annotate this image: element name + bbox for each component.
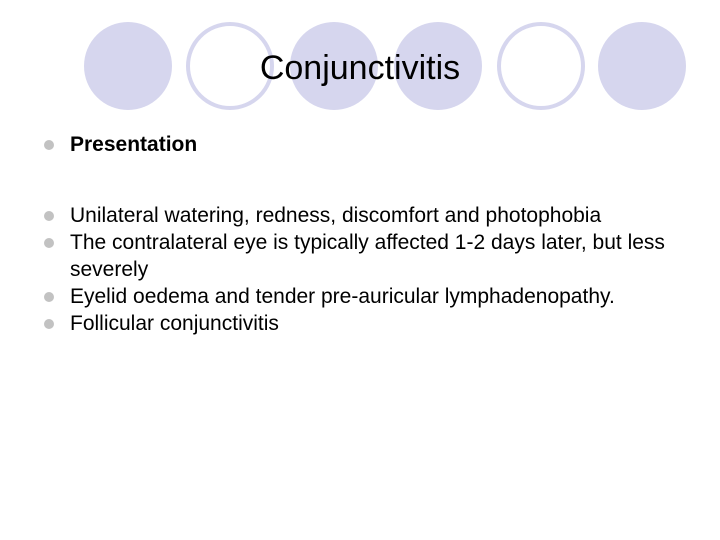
list-item (44, 229, 694, 283)
section-heading (44, 131, 197, 159)
list-item-text: Unilateral watering, redness, discomfort and photophobia (70, 204, 602, 227)
bullet-icon (44, 292, 54, 302)
section-heading-text: Presentation (70, 133, 198, 156)
slide-title: Conjunctivitis (259, 49, 461, 87)
list-item-text: Eyelid oedema and tender pre-auricular lymphadenopathy. (70, 285, 615, 308)
bullet-icon (44, 140, 54, 150)
list-item (44, 283, 694, 310)
list-item-text: The contralateral eye is typically affected 1-2 days later, but less severely (70, 231, 665, 281)
bullet-list (44, 202, 694, 337)
list-item (44, 202, 694, 229)
list-item (44, 310, 694, 337)
bullet-icon (44, 211, 54, 221)
bullet-icon (44, 238, 54, 248)
list-item-text: Follicular conjunctivitis (70, 312, 279, 335)
bullet-icon (44, 319, 54, 329)
